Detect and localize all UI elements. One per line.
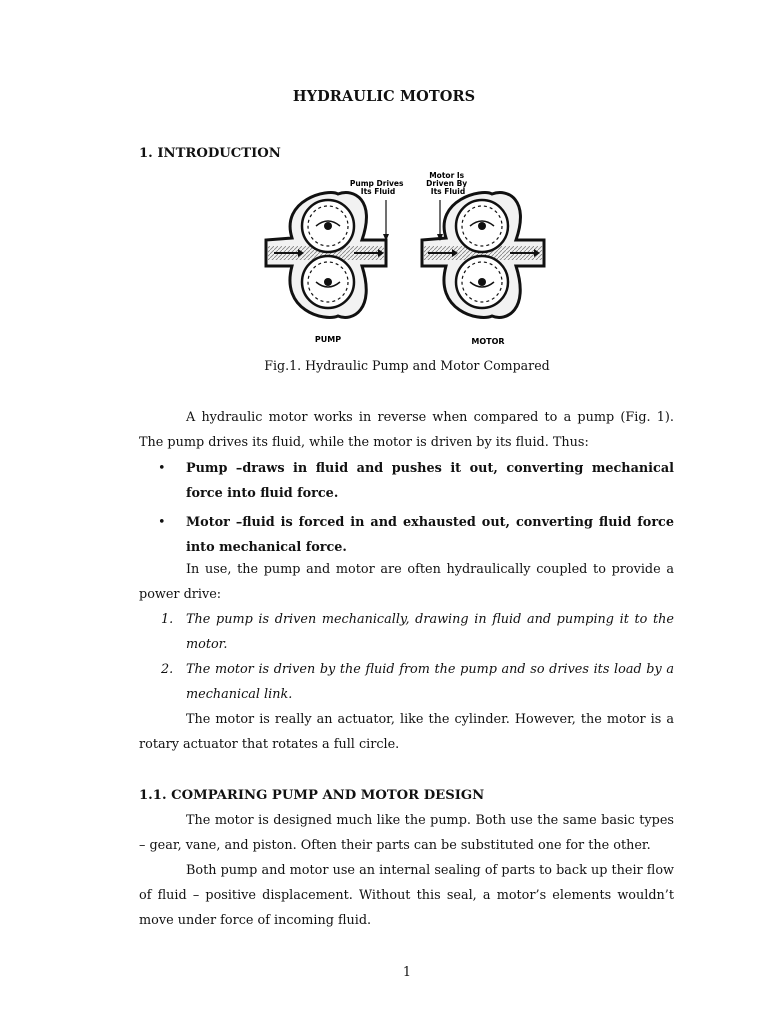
label-motor: MOTOR (471, 337, 505, 346)
list-item: 1. The pump is driven mechanically, drawing in fluid and pumping it to the motor. (139, 607, 674, 657)
pump-housing (266, 193, 386, 318)
list-item: • Pump –draws in fluid and pushes it out, converting mechanical force into fluid force. (139, 456, 674, 506)
design-paragraph-1: The motor is designed much like the pump. Both use the same basic types – gear, vane, and piston. Often their parts can be substituted one for the other. (139, 813, 674, 853)
list-item: 2. The motor is driven by the fluid from the pump and so drives its load by a mechanical link. (139, 657, 674, 707)
list-number: 1. (161, 612, 174, 627)
actuator-paragraph: The motor is really an actuator, like the cylinder. However, the motor is a rotary actuator that rotates a full circle. (139, 712, 674, 752)
list-item: • Motor –fluid is forced in and exhausted out, converting fluid force into mechanical force. (139, 510, 674, 560)
label-pump-drives: Pump Drives Its Fluid (349, 179, 404, 196)
bullet-list (139, 456, 674, 560)
figure-caption: Fig.1. Hydraulic Pump and Motor Compared (264, 358, 550, 373)
list-number: 2. (161, 662, 174, 677)
section-heading-introduction: 1. INTRODUCTION (139, 146, 281, 161)
document-title: HYDRAULIC MOTORS (292, 88, 476, 105)
label-motor-driven: Motor Is Driven By Its Fluid (426, 171, 468, 196)
pump-motor-figure (258, 170, 550, 348)
label-pump: PUMP (314, 335, 342, 344)
section-heading-comparing: 1.1. COMPARING PUMP AND MOTOR DESIGN (139, 788, 485, 803)
coupled-paragraph: In use, the pump and motor are often hydraulically coupled to provide a power drive: (139, 562, 674, 602)
bullet-icon: • (158, 461, 166, 476)
design-paragraph-2: Both pump and motor use an internal sealing of parts to back up their flow of fluid – positive displacement. Without this seal, a motor’s elements wouldn’t move under force of incoming fluid. (139, 863, 674, 928)
numbered-list (139, 607, 674, 707)
bullet-icon: • (158, 515, 166, 530)
page-number: 1 (402, 965, 412, 980)
intro-paragraph: A hydraulic motor works in reverse when compared to a pump (Fig. 1). The pump drives its fluid, while the motor is driven by its fluid. Thus: (139, 410, 674, 450)
